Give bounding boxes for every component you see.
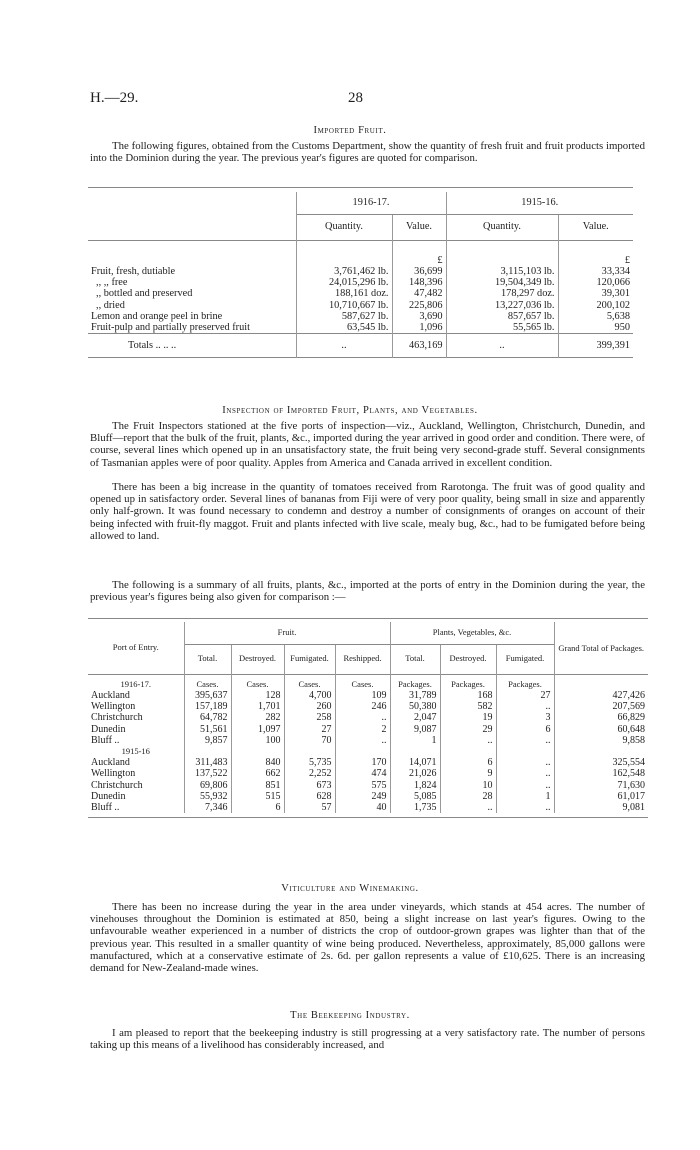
cell-p-total: 1,824 xyxy=(390,780,440,791)
cell: 47,482 xyxy=(392,288,446,299)
cell-p-fumigated: .. xyxy=(496,802,554,813)
port-name: Christchurch xyxy=(91,779,143,791)
port-name: Bluff .. xyxy=(91,734,120,746)
imported-fruit-heading: Imported Fruit. xyxy=(313,125,387,136)
cell-reshipped: 2 xyxy=(335,724,390,735)
imported-fruit-intro: The following figures, obtained from the Customs Department, show the quantity of fresh fruit and fruit products imported into the Dominion during the year. The previous year's figures are quoted for comparison. xyxy=(90,140,645,165)
totals-label: Totals xyxy=(128,340,154,352)
cell-p-fumigated: .. xyxy=(496,768,554,779)
cell-grand: 61,017 xyxy=(554,791,648,802)
row-label: ,, bottled and preserved xyxy=(96,288,193,300)
table-row xyxy=(88,791,648,802)
cell-grand: 66,829 xyxy=(554,712,648,723)
row-label: Lemon and orange peel in brine xyxy=(91,310,223,322)
cell-p-destroyed: 9 xyxy=(440,768,496,779)
row-label: Fruit, fresh, dutiable xyxy=(91,266,176,277)
cell-total: 51,561 xyxy=(184,724,231,735)
cell: 188,161 doz. xyxy=(296,288,392,299)
fruit-quantity-header: Quantity. xyxy=(296,214,392,240)
column-header: Total. xyxy=(184,644,231,674)
inspection-paragraph-2: There has been a big increase in the quantity of tomatoes received from Rarotonga. The fruit was of good quality and opened up in satisfactory order. Several lines of bananas from Fiji were of very poor quality, being small in size and apparently only half-grown. It was found necessary to condemn and destroy a number of consignments of oranges on account of their being infected with fruit-fly maggot. Fruit and plants infected with live scale, mealy bug, &c., had to be fumigated before being allowed to land. xyxy=(90,481,645,542)
cell: 5,638 xyxy=(558,311,633,322)
cell-p-destroyed: 28 xyxy=(440,791,496,802)
cell-p-total: 14,071 xyxy=(390,757,440,768)
cell: 950 xyxy=(558,322,633,334)
page-number: 28 xyxy=(348,90,363,106)
cell: 55,565 lb. xyxy=(446,322,558,334)
cell: 36,699 xyxy=(392,266,446,277)
grand-total-header: Grand Total of Packages. xyxy=(554,622,648,674)
column-header: Reshipped. xyxy=(335,644,390,674)
cell-destroyed: 128 xyxy=(231,690,284,701)
cell-total: 9,857 xyxy=(184,735,231,746)
totals-row: Totals .. .. .. .. 463,169 .. 399,391 xyxy=(88,334,633,358)
cell-p-destroyed: 29 xyxy=(440,724,496,735)
unit-label: Packages. xyxy=(390,674,440,690)
cell-total: 311,483 xyxy=(184,757,231,768)
cell-p-destroyed: 19 xyxy=(440,712,496,723)
row-label: ,, ,, free xyxy=(96,277,128,289)
port-name: Wellington xyxy=(91,701,136,713)
cell-reshipped: 474 xyxy=(335,768,390,779)
cell-total: 69,806 xyxy=(184,780,231,791)
cell-reshipped: 40 xyxy=(335,802,390,813)
column-header: Destroyed. xyxy=(231,644,284,674)
inspection-paragraph-1: The Fruit Inspectors stationed at the five ports of inspection—viz., Auckland, Wellington, Christchurch, Dunedin, and Bluff—report that the bulk of the fruit, plants, &c., imported during the year arrived in good order and condition. There were, of course, several lines which opened up in an unsatisfactory state, the fruit being very second-grade stuff. Several consignments of Tasmanian apples were of poor quality. Apples from America and Canada arrived in excellent condition. xyxy=(90,420,645,469)
cell-fumigated: 260 xyxy=(284,701,335,712)
table-row xyxy=(88,300,633,311)
table-row xyxy=(88,724,648,735)
cell-p-total: 1,735 xyxy=(390,802,440,813)
unit-label: Cases. xyxy=(231,674,284,690)
year-label-1915-16: 1915-16 xyxy=(121,746,150,757)
cell-total: 64,782 xyxy=(184,712,231,723)
cell: 857,657 lb. xyxy=(446,311,558,322)
cell-p-fumigated: 3 xyxy=(496,712,554,723)
imported-fruit-table xyxy=(88,192,633,358)
table-row xyxy=(88,768,648,779)
cell-fumigated: 258 xyxy=(284,712,335,723)
cell-destroyed: 840 xyxy=(231,757,284,768)
cell-destroyed: 1,701 xyxy=(231,701,284,712)
cell: 33,334 xyxy=(558,266,633,277)
column-header: Fumigated. xyxy=(496,644,554,674)
cell-p-destroyed: .. xyxy=(440,735,496,746)
cell: 120,066 xyxy=(558,277,633,288)
cell: 3,761,462 lb. xyxy=(296,266,392,277)
unit-label: Packages. xyxy=(440,674,496,690)
cell: 3,115,103 lb. xyxy=(446,266,558,277)
cell-destroyed: 100 xyxy=(231,735,284,746)
column-header: Total. xyxy=(390,644,440,674)
cell: 10,710,667 lb. xyxy=(296,300,392,311)
cell-p-total: 1 xyxy=(390,735,440,746)
cell-p-total: 9,087 xyxy=(390,724,440,735)
cell-p-fumigated: .. xyxy=(496,780,554,791)
currency-symbol: £ xyxy=(392,240,446,266)
cell-grand: 207,569 xyxy=(554,701,648,712)
table-row xyxy=(88,288,633,299)
cell-grand: 427,426 xyxy=(554,690,648,701)
cell-p-total: 31,789 xyxy=(390,690,440,701)
cell-p-destroyed: 168 xyxy=(440,690,496,701)
table-row xyxy=(88,266,633,277)
year-label-1916-17: 1916-17. xyxy=(120,678,151,689)
unit-label: Packages. xyxy=(496,674,554,690)
plants-group-header: Plants, Vegetables, &c. xyxy=(390,622,554,644)
cell-destroyed: 282 xyxy=(231,712,284,723)
cell-p-fumigated: 27 xyxy=(496,690,554,701)
total-1916-17: 463,169 xyxy=(392,334,446,358)
cell-fumigated: 2,252 xyxy=(284,768,335,779)
unit-label: Cases. xyxy=(335,674,390,690)
beekeeping-paragraph: I am pleased to report that the beekeeping industry is still progressing at a very satisfactory rate. The number of persons taking up this means of a livelihood has considerably increased, and xyxy=(90,1027,645,1052)
cell-fumigated: 57 xyxy=(284,802,335,813)
cell-destroyed: 851 xyxy=(231,780,284,791)
cell: 225,806 xyxy=(392,300,446,311)
cell: 13,227,036 lb. xyxy=(446,300,558,311)
cell-reshipped: 246 xyxy=(335,701,390,712)
fruit-value-header: Value. xyxy=(558,214,633,240)
row-label: Fruit-pulp and partially preserved fruit xyxy=(91,322,250,334)
cell: 1,096 xyxy=(392,322,446,334)
port-name: Wellington xyxy=(91,768,136,780)
document-reference: H.—29. xyxy=(90,90,139,106)
cell-grand: 162,548 xyxy=(554,768,648,779)
cell-grand: 325,554 xyxy=(554,757,648,768)
port-name: Dunedin xyxy=(91,723,126,735)
cell: 200,102 xyxy=(558,300,633,311)
currency-symbol: £ xyxy=(558,240,633,266)
cell-destroyed: 515 xyxy=(231,791,284,802)
fruit-value-header: Value. xyxy=(392,214,446,240)
cell-total: 7,346 xyxy=(184,802,231,813)
cell: 63,545 lb. xyxy=(296,322,392,334)
cell-p-fumigated: .. xyxy=(496,735,554,746)
port-name: Dunedin xyxy=(91,790,126,802)
table-row xyxy=(88,735,648,746)
cell-p-fumigated: .. xyxy=(496,757,554,768)
cell-fumigated: 4,700 xyxy=(284,690,335,701)
cell-grand: 71,630 xyxy=(554,780,648,791)
cell: 19,504,349 lb. xyxy=(446,277,558,288)
viticulture-heading: Viticulture and Winemaking. xyxy=(281,883,419,894)
inspection-heading: Inspection of Imported Fruit, Plants, and Vegetables. xyxy=(222,405,478,416)
cell-destroyed: 662 xyxy=(231,768,284,779)
cell-total: 55,932 xyxy=(184,791,231,802)
table-row xyxy=(88,757,648,768)
unit-label: Cases. xyxy=(184,674,231,690)
cell-destroyed: 1,097 xyxy=(231,724,284,735)
column-header: Fumigated. xyxy=(284,644,335,674)
port-name: Auckland xyxy=(91,757,130,769)
cell-destroyed: 6 xyxy=(231,802,284,813)
cell-p-total: 50,380 xyxy=(390,701,440,712)
fruit-year2-header: 1915-16. xyxy=(446,192,633,214)
port-name: Christchurch xyxy=(91,712,143,724)
cell-fumigated: 5,735 xyxy=(284,757,335,768)
cell-grand: 9,081 xyxy=(554,802,648,813)
unit-label: Cases. xyxy=(284,674,335,690)
cell-grand: 60,648 xyxy=(554,724,648,735)
cell-reshipped: 575 xyxy=(335,780,390,791)
rows-1915-16 xyxy=(88,757,648,813)
cell-fumigated: 70 xyxy=(284,735,335,746)
cell: 178,297 doz. xyxy=(446,288,558,299)
cell: 24,015,296 lb. xyxy=(296,277,392,288)
table-row xyxy=(88,277,633,288)
cell-p-total: 21,026 xyxy=(390,768,440,779)
cell: 148,396 xyxy=(392,277,446,288)
cell-grand: 9,858 xyxy=(554,735,648,746)
cell-reshipped: .. xyxy=(335,712,390,723)
cell-p-fumigated: 6 xyxy=(496,724,554,735)
cell-p-fumigated: .. xyxy=(496,701,554,712)
table-row xyxy=(88,712,648,723)
cell-fumigated: 673 xyxy=(284,780,335,791)
port-name: Bluff .. xyxy=(91,802,120,814)
port-name: Auckland xyxy=(91,690,130,701)
cell-total: 157,189 xyxy=(184,701,231,712)
cell-reshipped: .. xyxy=(335,735,390,746)
table-row xyxy=(88,311,633,322)
viticulture-paragraph: There has been no increase during the year in the area under vineyards, which stands at 454 acres. The number of vinehouses throughout the Dominion is estimated at 850, being a slight increase on last year's figures. Owing to the unfavourable weather experienced in a number of districts the crop of outdoor-grown grapes was lighter than that of the previous year. This resulted in a smaller quantity of wine being produced. Nevertheless, approximately, 85,000 gallons were manufactured, which at a conservative estimate of 2s. 6d. per gallon represents a value of £10,625. There is an increasing demand for New-Zealand-made wines. xyxy=(90,901,645,975)
summary-table-top-rule xyxy=(88,618,648,619)
total-1915-16: 399,391 xyxy=(558,334,633,358)
table-row xyxy=(88,322,633,334)
ports-summary-table xyxy=(88,622,648,818)
fruit-group-header: Fruit. xyxy=(184,622,390,644)
cell-p-destroyed: .. xyxy=(440,802,496,813)
rows-1916-17 xyxy=(88,690,648,746)
fruit-table-top-rule xyxy=(88,187,633,188)
cell-reshipped: 109 xyxy=(335,690,390,701)
cell-p-destroyed: 10 xyxy=(440,780,496,791)
table-row xyxy=(88,780,648,791)
cell-p-total: 5,085 xyxy=(390,791,440,802)
cell: 39,301 xyxy=(558,288,633,299)
cell-p-total: 2,047 xyxy=(390,712,440,723)
inspection-paragraph-3: The following is a summary of all fruits, plants, &c., imported at the ports of entry in the Dominion during the year, the previous year's figures being also given for comparison :— xyxy=(90,579,645,604)
table-row xyxy=(88,701,648,712)
table-row xyxy=(88,690,648,701)
cell-total: 395,637 xyxy=(184,690,231,701)
cell-p-destroyed: 6 xyxy=(440,757,496,768)
fruit-quantity-header: Quantity. xyxy=(446,214,558,240)
cell-reshipped: 249 xyxy=(335,791,390,802)
table-row xyxy=(88,802,648,813)
column-header: Destroyed. xyxy=(440,644,496,674)
beekeeping-heading: The Beekeeping Industry. xyxy=(290,1010,410,1021)
cell-fumigated: 628 xyxy=(284,791,335,802)
row-label: ,, dried xyxy=(96,299,125,311)
cell-p-destroyed: 582 xyxy=(440,701,496,712)
cell-total: 137,522 xyxy=(184,768,231,779)
cell-reshipped: 170 xyxy=(335,757,390,768)
port-of-entry-header: Port of Entry. xyxy=(112,642,159,653)
cell-p-fumigated: 1 xyxy=(496,791,554,802)
cell: 587,627 lb. xyxy=(296,311,392,322)
fruit-year1-header: 1916-17. xyxy=(296,192,446,214)
cell: 3,690 xyxy=(392,311,446,322)
cell-fumigated: 27 xyxy=(284,724,335,735)
